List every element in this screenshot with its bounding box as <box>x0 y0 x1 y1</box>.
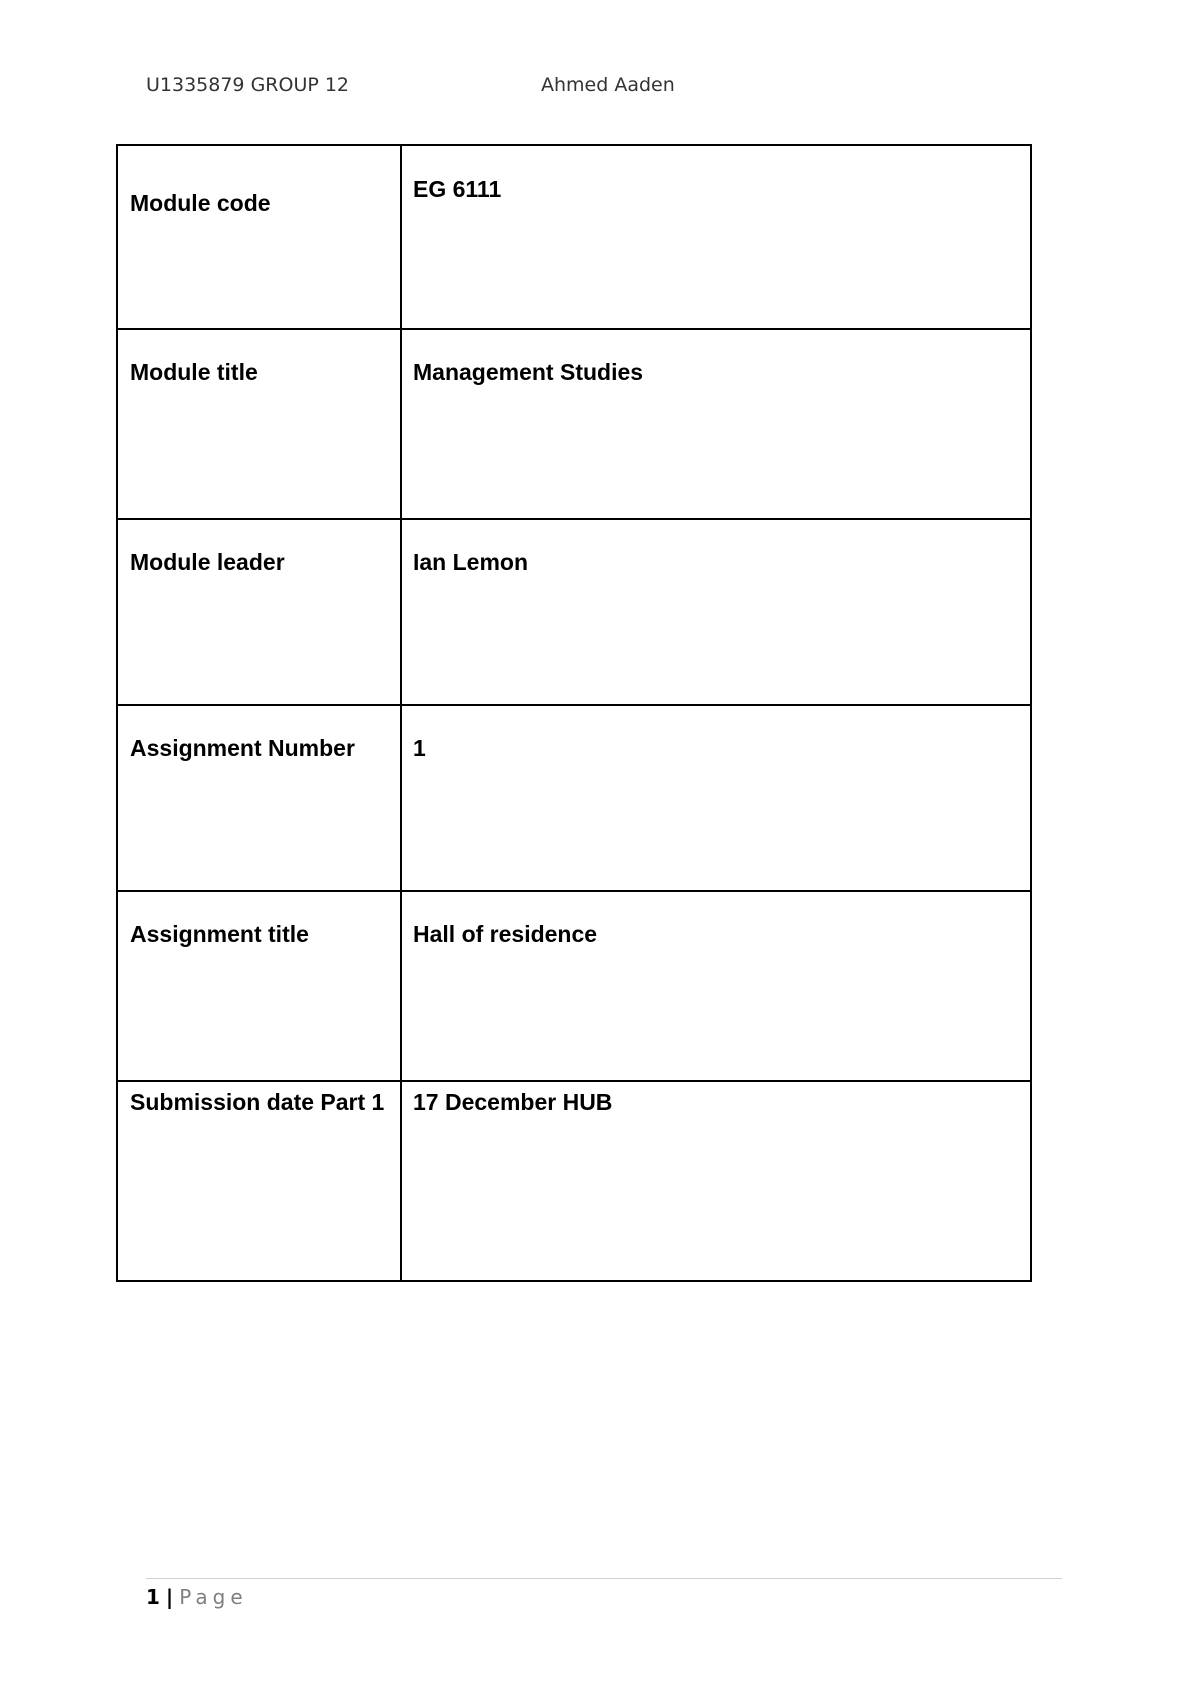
table-row <box>117 1081 1031 1281</box>
row-label: Submission date Part 1 <box>117 1081 401 1281</box>
row-value: 17 December HUB <box>401 1081 1031 1281</box>
footer-separator: | <box>165 1585 174 1609</box>
row-value: Hall of residence <box>401 891 1031 1081</box>
row-label: Module code <box>117 145 401 329</box>
footer-divider <box>146 1578 1062 1579</box>
row-value: Ian Lemon <box>401 519 1031 705</box>
module-info-table <box>116 144 1032 1282</box>
row-value: Management Studies <box>401 329 1031 519</box>
table-row <box>117 705 1031 891</box>
table-row <box>117 519 1031 705</box>
row-label: Module leader <box>117 519 401 705</box>
page-number: 1 <box>146 1585 160 1609</box>
table-row <box>117 145 1031 329</box>
row-value: 1 <box>401 705 1031 891</box>
row-label: Assignment title <box>117 891 401 1081</box>
row-label: Assignment Number <box>117 705 401 891</box>
header-student-group: U1335879 GROUP 12 <box>146 74 350 96</box>
row-value: EG 6111 <box>401 145 1031 329</box>
page-header <box>146 74 846 104</box>
row-label: Module title <box>117 329 401 519</box>
header-author-name: Ahmed Aaden <box>541 74 675 96</box>
table-row <box>117 329 1031 519</box>
page-word: Page <box>179 1585 248 1609</box>
page-footer <box>146 1585 248 1609</box>
table-row <box>117 891 1031 1081</box>
